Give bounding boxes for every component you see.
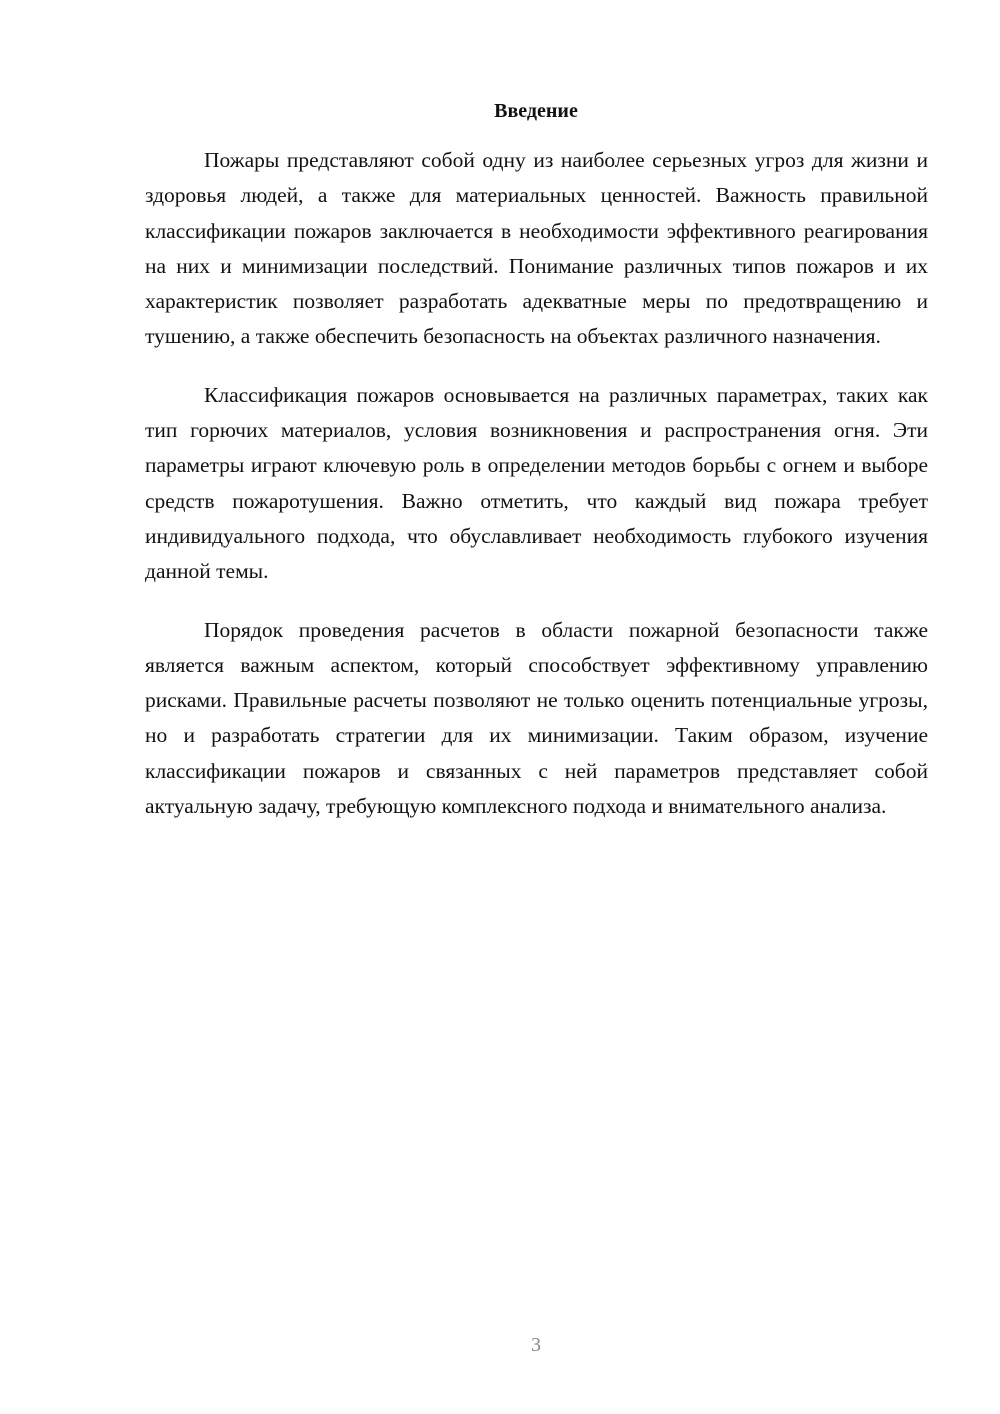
page-number: 3 [531, 1334, 541, 1356]
body-text [145, 143, 928, 847]
section-heading: Введение [494, 100, 578, 122]
paragraph-1: Пожары представляют собой одну из наиболее серьезных угроз для жизни и здоровья людей, а также для материальных ценностей. Важность правильной классификации пожаров заключается в необходимости эффективного реагирования на них и минимизации последствий. Понимание различных типов пожаров и их характеристик позволяет разработать адекватные меры по предотвращению и тушению, а также обеспечить безопасность на объектах различного назначения. [145, 148, 928, 349]
paragraph-3: Порядок проведения расчетов в области пожарной безопасности также является важным аспектом, который способствует эффективному управлению рисками. Правильные расчеты позволяют не только оценить потенциальные угрозы, но и разработать стратегии для их минимизации. Таким образом, изучение классификации пожаров и связанных с ней параметров представляет собой актуальную задачу, требующую комплексного подхода и внимательного анализа. [145, 617, 928, 819]
paragraph-2: Классификация пожаров основывается на различных параметрах, таких как тип горючих материалов, условия возникновения и распространения огня. Эти параметры играют ключевую роль в определении методов борьбы с огнем и выборе средств пожаротушения. Важно отметить, что каждый вид пожара требует индивидуального подхода, что обуславливает необходимость глубокого изучения данной темы. [145, 382, 928, 584]
